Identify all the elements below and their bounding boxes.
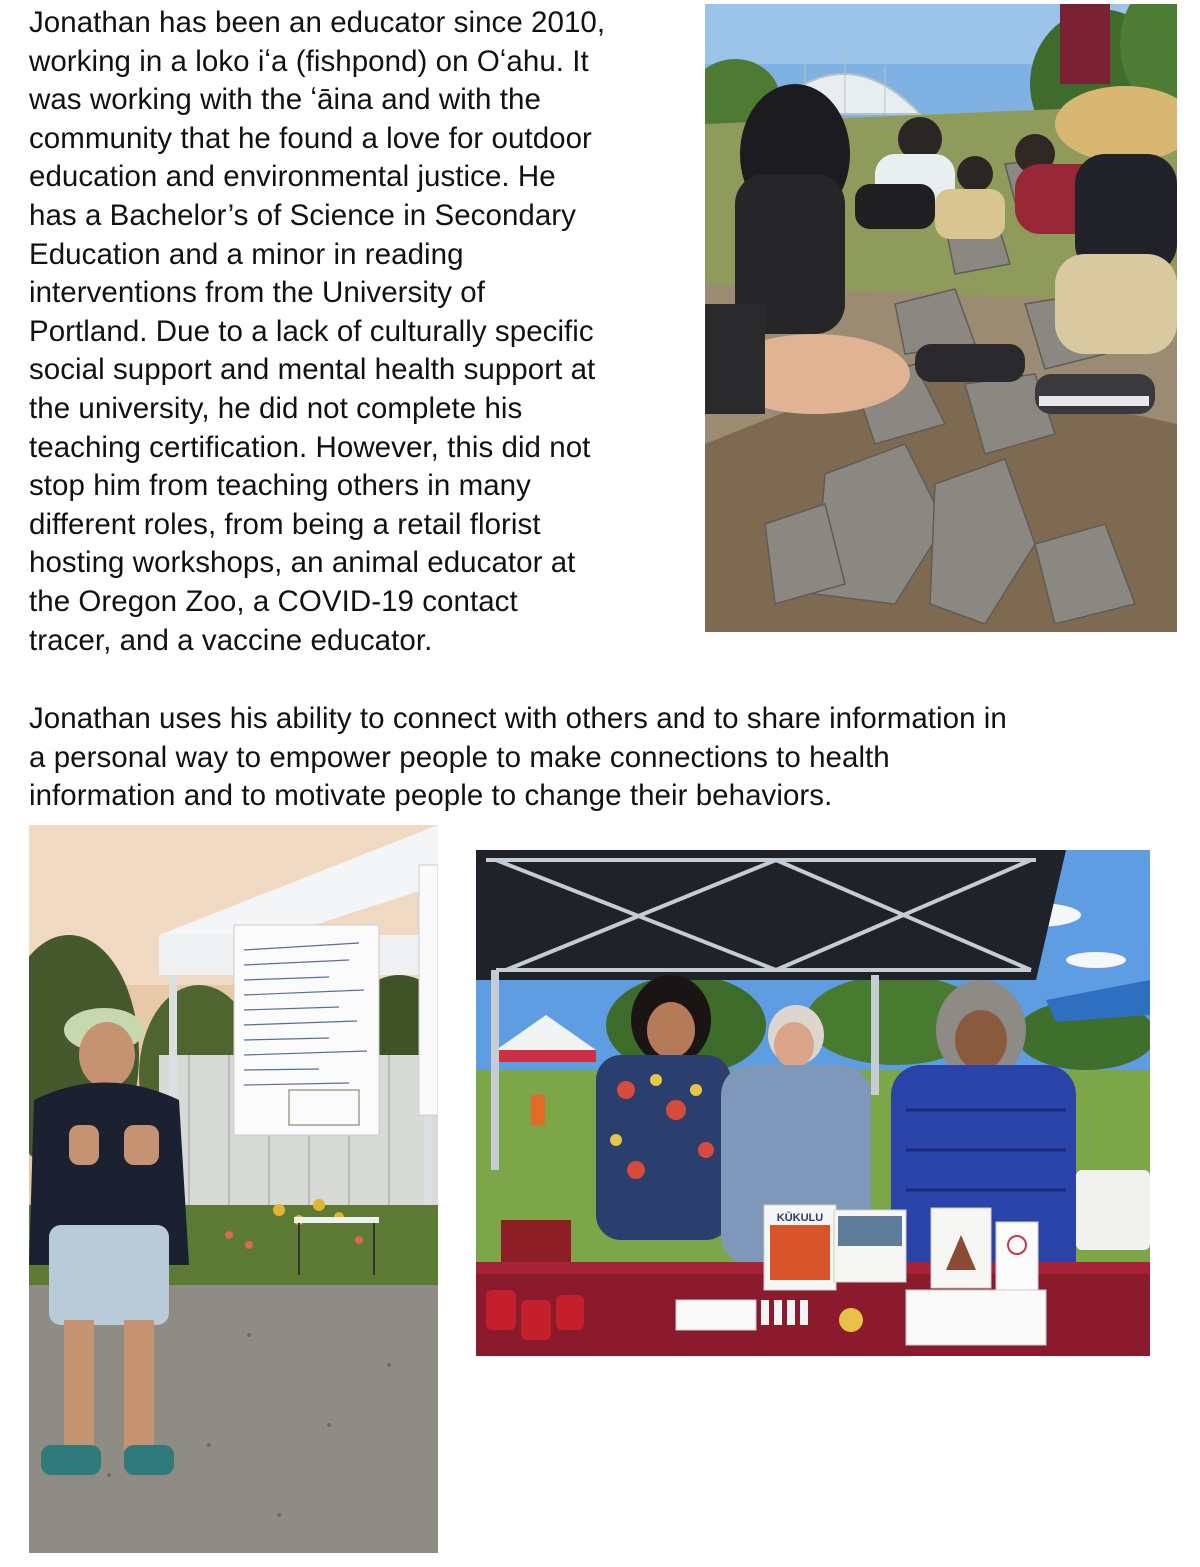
bio-paragraph: Jonathan has been an educator since 2010, working in a loko iʻa (fishpond) on Oʻahu. It was working with the ʻāina and with the community that he found a love for outdoor education and environmental justice. He has a Bachelor’s of Science in Secondary Education and a minor in reading interventions from the University of Portland. Due to a lack of culturally specific social support and mental health support at the university, he did not complete his teaching certification. However, this did not stop him from teaching others in many different roles, from being a retail florist hosting workshops, an animal educator at the Oregon Zoo, a COVID-19 contact tracer, and a vaccine educator. bbox=[29, 6, 606, 657]
mission-paragraph: Jonathan uses his ability to connect with others and to share information in a personal way to empower people to make connections to health information and to motivate people to change their behaviors. bbox=[29, 702, 1007, 813]
booth-photo-art bbox=[476, 850, 1150, 1356]
kukulu-sign-text: KŪKULU bbox=[776, 1212, 824, 1224]
jonathan-speaking-photo bbox=[29, 825, 438, 1553]
volunteers-rock-work-photo bbox=[705, 4, 1177, 632]
volunteers-photo-art bbox=[705, 4, 1177, 632]
speaker-photo-art bbox=[29, 825, 438, 1553]
community-booth-photo bbox=[476, 850, 1150, 1356]
